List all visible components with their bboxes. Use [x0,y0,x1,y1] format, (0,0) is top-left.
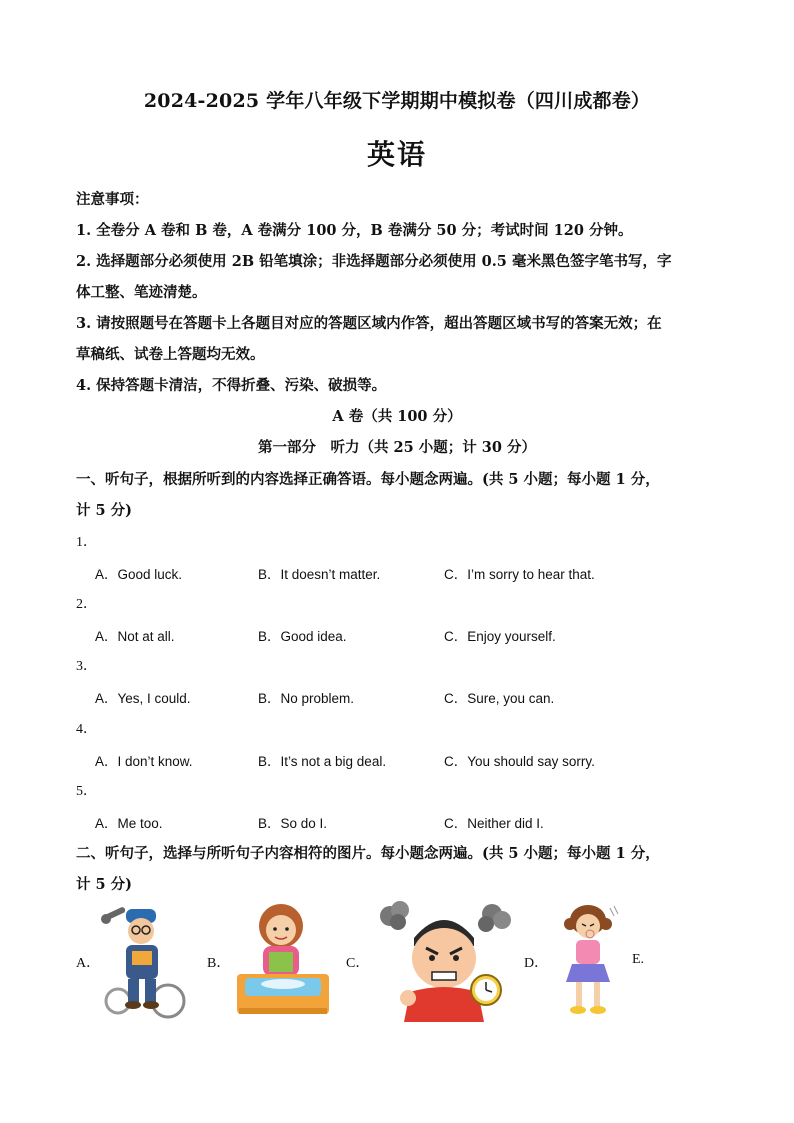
picture-label-c: C． [346,956,370,971]
part2-instruction-cont: 计 5 分) [76,876,133,893]
exam-title: 2024-2025 学年八年级下学期期中模拟卷（四川成都卷） [143,90,651,112]
mechanic-with-wrench-picture [98,903,192,1023]
part2-instruction: 二、听句子，选择与所听句子内容相符的图片。每小题念两遍。(共 5 小题；每小题 1 分， [76,845,660,862]
option-c: C．Sure, you can. [444,691,555,706]
option-c: C．Neither did I. [444,816,544,831]
picture-label-b: B． [207,956,231,971]
option-b: B．It’s not a big deal. [258,754,387,769]
subject-title: 英语 [366,138,427,171]
option-b: B．Good idea. [258,629,347,644]
note-item: 3. 请按照题号在答题卡上各题目对应的答题区域内作答，超出答题区域书写的答案无效；在 [76,315,662,332]
option-b: B．So do I. [258,816,328,831]
coughing-girl-picture [552,902,624,1026]
note-item: 草稿纸、试卷上答题均无效。 [76,346,265,363]
option-a: A．Good luck. [95,567,183,582]
angry-boy-with-clock-picture [374,898,514,1026]
section-a-title: A 卷（共 100 分） [332,408,462,425]
question-number: 3． [76,659,97,674]
girl-washing-dishes-picture [231,900,335,1024]
note-item: 2. 选择题部分必须使用 2B 铅笔填涂；非选择题部分必须使用 0.5 毫米黑色签字笔书写，字 [76,253,672,270]
part1-title: 第一部分 听力（共 25 小题；计 30 分） [257,439,537,456]
picture-label-a: A． [76,956,101,971]
part1-instruction: 一、听句子，根据所听到的内容选择正确答语。每小题念两遍。(共 5 小题；每小题 1 分， [76,471,660,488]
picture-label-d: D． [524,956,549,971]
option-a: A．Me too. [95,816,163,831]
picture-label-e: E. [632,952,645,967]
option-a: A．Not at all. [95,629,175,644]
question-number: 1． [76,535,97,550]
option-a: A．I don’t know. [95,754,193,769]
note-item: 1. 全卷分 A 卷和 B 卷，A 卷满分 100 分，B 卷满分 50 分；考试时间 120 分钟。 [76,222,633,239]
option-c: C．Enjoy yourself. [444,629,556,644]
question-number: 4． [76,722,97,737]
option-c: C．You should say sorry. [444,754,595,769]
part1-instruction-cont: 计 5 分) [76,502,133,519]
option-c: C．I’m sorry to hear that. [444,567,595,582]
note-item: 体工整、笔迹清楚。 [76,284,207,301]
notes-heading: 注意事项： [76,191,149,208]
option-b: B．No problem. [258,691,355,706]
question-number: 5． [76,784,97,799]
option-a: A．Yes, I could. [95,691,191,706]
option-b: B．It doesn’t matter. [258,567,381,582]
question-number: 2． [76,597,97,612]
note-item: 4. 保持答题卡清洁，不得折叠、污染、破损等。 [76,377,387,394]
